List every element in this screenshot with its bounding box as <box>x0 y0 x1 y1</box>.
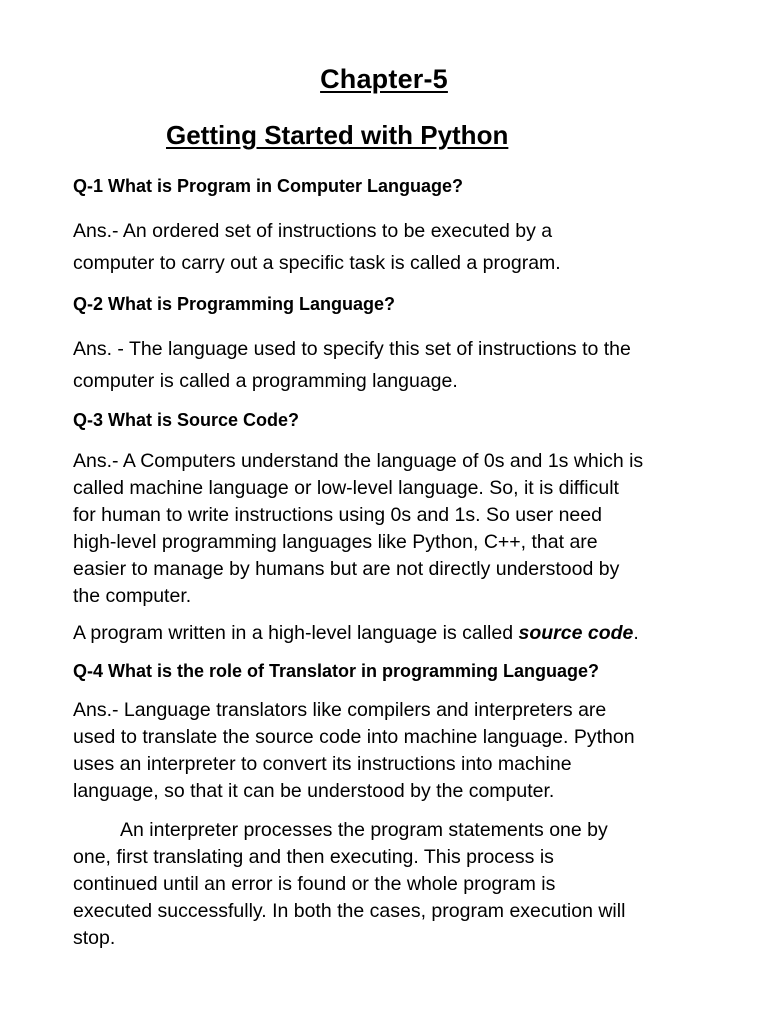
question-block-4 <box>73 661 703 682</box>
answer-3 <box>73 448 703 610</box>
answer-line: high-level programming languages like Python, C++, that are <box>73 531 598 553</box>
source-code-note <box>73 620 703 647</box>
question-4: Q-4 What is the role of Translator in programming Language? <box>73 661 600 681</box>
answer-line: computer is called a programming language. <box>73 370 458 392</box>
note-period: . <box>633 622 639 644</box>
question-1: Q-1 What is Program in Computer Language? <box>73 176 464 196</box>
question-block-3 <box>73 410 703 431</box>
answer-line: executed successfully. In both the cases, program execution will <box>73 900 626 922</box>
answer-line: easier to manage by humans but are not directly understood by <box>73 558 620 580</box>
answer-line: called machine language or low-level language. So, it is difficult <box>73 477 619 499</box>
answer-2 <box>73 333 703 397</box>
answer-line: stop. <box>73 927 116 949</box>
answer-line: one, first translating and then executing. This process is <box>73 846 554 868</box>
answer-line: An interpreter processes the program statements one by <box>120 819 608 841</box>
question-3: Q-3 What is Source Code? <box>73 410 300 430</box>
question-block-1 <box>73 176 703 197</box>
answer-line: for human to write instructions using 0s and 1s. So user need <box>73 504 602 526</box>
answer-4 <box>73 697 703 805</box>
answer-line: Ans.- A Computers understand the language of 0s and 1s which is <box>73 450 644 472</box>
question-block-2 <box>73 294 703 315</box>
answer-1 <box>73 215 703 279</box>
question-2: Q-2 What is Programming Language? <box>73 294 396 314</box>
chapter-heading: Chapter-5 <box>320 64 448 94</box>
answer-line: computer to carry out a specific task is called a program. <box>73 252 561 274</box>
note-text: A program written in a high-level language is called <box>73 622 519 644</box>
answer-line: Ans. - The language used to specify this set of instructions to the <box>73 338 631 360</box>
answer-line: Ans.- Language translators like compilers and interpreters are <box>73 699 607 721</box>
answer-4-paragraph-2 <box>73 817 703 952</box>
page-title: Getting Started with Python <box>166 120 509 150</box>
answer-line: the computer. <box>73 585 192 607</box>
answer-line: Ans.- An ordered set of instructions to be executed by a <box>73 220 553 242</box>
answer-line: uses an interpreter to convert its instructions into machine <box>73 753 572 775</box>
answer-line: used to translate the source code into machine language. Python <box>73 726 635 748</box>
source-code-term: source code <box>518 622 634 644</box>
answer-line: continued until an error is found or the whole program is <box>73 873 556 895</box>
answer-line: language, so that it can be understood by the computer. <box>73 780 555 802</box>
